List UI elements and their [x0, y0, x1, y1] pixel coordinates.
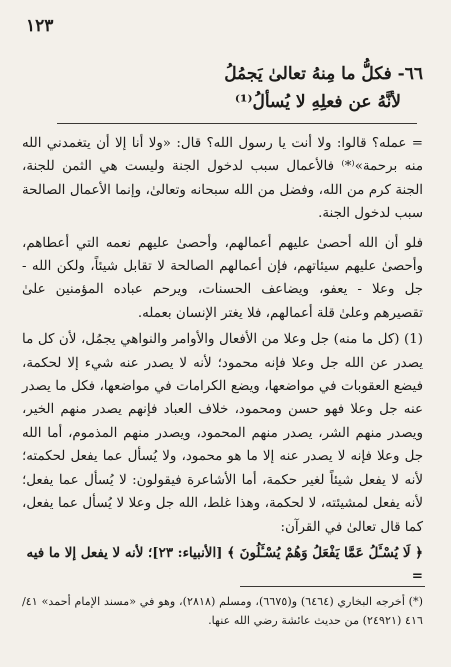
- heading-line-2: لأنَّهُ عن فعلِهِ لا يُسألُ⁽¹⁾: [234, 92, 401, 112]
- heading-line-1: ٦٦- فكلُّ ما مِنهُ تعالىٰ يَجمُلُ: [224, 64, 423, 84]
- verse-heading: [22, 60, 423, 116]
- paragraph-2: فلو أن الله أحصىٰ عليهم أعمالهم، وأحصىٰ عليهم نعمه التي أعطاهم، وأحصىٰ عليهم سيئاتهم، فإن أعمالهم الصالحة لا تقابل شيئاً، ولكن الله - جل وعلا - يعفو، ويضاعف الحسنات، ويرحم عباده المؤمنين علىٰ تقصيرهم وعلىٰ قلة أعمالهم، فلا يغتر الإنسان بعمله.: [22, 235, 423, 321]
- quran-verse-line: ﴿ لَا يُسْـَٔلُ عَمَّا يَفْعَلُ وَهُمْ يُسْـَٔلُونَ ﴾ [الأنبياء: ٢٣]؛ لأنه لا يفعل إلا ما فيه =: [26, 544, 423, 584]
- heading-divider: [57, 123, 417, 124]
- page-number: ١٢٣: [26, 16, 54, 36]
- commentary-paragraph: (1) (كل ما منه) جل وعلا من الأفعال والأوامر والنواهي يجمُل، لأن كل ما يصدر عن الله جل وعلا فإنه محمود؛ لأنه لا يصدر عنه شيء إلا لحكمة، فيضع العقوبات في مواضعها، ويضع الكرامات في مواضعها، فكل ما يصدر عنه جل وعلا فهو حسن ومحمود، خلاف العباد فإنهم يصدر منهم الخير، ويصدر منهم الشر، يصدر منهم المحمود، ويصدر منهم المذموم، أما الله جل وعلا فإنه لا يصدر عنه إلا ما هو محمود، ولا يُسأل عما يفعل لحكمته؛ لأنه لا يفعل شيئاً لغير حكمة، أما الأشاعرة فيقولون: لا يُسأل عما يفعل؛ لأنه يفعل لمشيئته، لا لحكمة، وهذا غلط، الله جل وعلا لا يُسأل عما يفعل، كما قال تعالىٰ في القرآن:: [22, 332, 423, 535]
- footnote-divider: [240, 586, 425, 587]
- footnote: (*) أخرجه البخاري (٦٤٦٤) و(٦٦٧٥)، ومسلم (٢٨١٨)، وهو في «مسند الإمام أحمد» ٤١/ ٤١٦ (٢٤٩٢١) من حديث عائشة رضي الله عنها.: [22, 595, 423, 627]
- body-text: [22, 132, 423, 588]
- paragraph-1: = عمله؟ قالوا: ولا أنت يا رسول الله؟ قال: «ولا أنا إلا أن يتغمدني الله منه برحمة»⁽*⁾ فالأعمال سبب لدخول الجنة وليست هي الثمن للجنة، الجنة كرم من الله، وفضل من الله سبحانه وتعالىٰ، وإنما الأعمال الصالحة سبب لدخول الجنة.: [22, 136, 423, 222]
